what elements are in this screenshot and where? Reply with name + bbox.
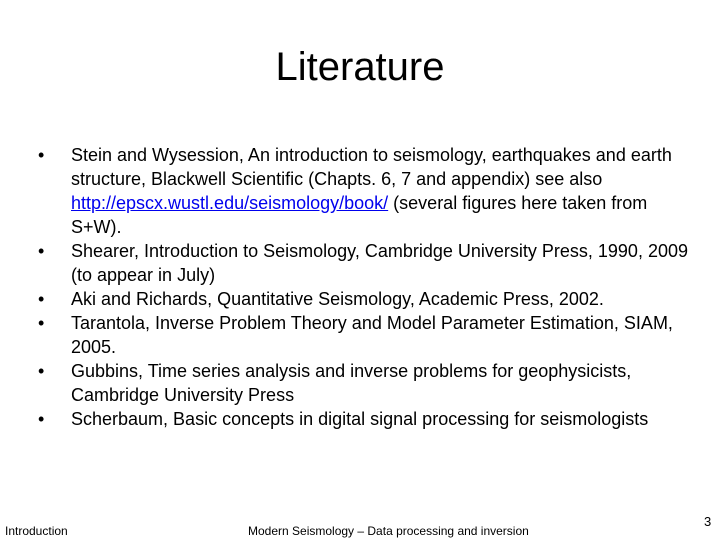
bullet-icon: • (38, 145, 45, 165)
literature-item-gubbins (30, 359, 690, 407)
bullet-icon: • (38, 289, 45, 309)
literature-item-text: Stein and Wysession, An introduction to seismology, earthquakes and earth structure, Blackwell Scientific (Chapts. 6, 7 and appendix) see also (71, 145, 672, 189)
page-number: 3 (704, 514, 712, 529)
literature-item-tarantola (30, 311, 690, 359)
footer-course-title: Modern Seismology – Data processing and inversion (248, 524, 529, 538)
literature-item-shearer (30, 239, 690, 287)
slide-title: Literature (275, 45, 445, 89)
literature-item-text: Aki and Richards, Quantitative Seismology, Academic Press, 2002. (71, 289, 604, 309)
literature-item-stein-wysession (30, 143, 690, 239)
literature-item-text: Tarantola, Inverse Problem Theory and Model Parameter Estimation, SIAM, 2005. (71, 313, 673, 357)
bullet-icon: • (38, 409, 45, 429)
literature-item-text: Shearer, Introduction to Seismology, Cambridge University Press, 1990, 2009 (to appear in July) (71, 241, 688, 285)
literature-list (30, 143, 690, 431)
literature-item-text: Scherbaum, Basic concepts in digital signal processing for seismologists (71, 409, 649, 429)
literature-item-text: Gubbins, Time series analysis and inverse problems for geophysicists, Cambridge University Press (71, 361, 632, 405)
bullet-icon: • (38, 313, 45, 333)
literature-item-text: (several figures here taken from S+W). (71, 193, 648, 237)
bullet-icon: • (38, 361, 45, 381)
literature-item-scherbaum (30, 407, 690, 431)
literature-item-aki-richards (30, 287, 690, 311)
seismology-book-link[interactable]: http://epscx.wustl.edu/seismology/book/ (71, 193, 389, 213)
footer-section-label: Introduction (5, 524, 68, 538)
bullet-icon: • (38, 241, 45, 261)
